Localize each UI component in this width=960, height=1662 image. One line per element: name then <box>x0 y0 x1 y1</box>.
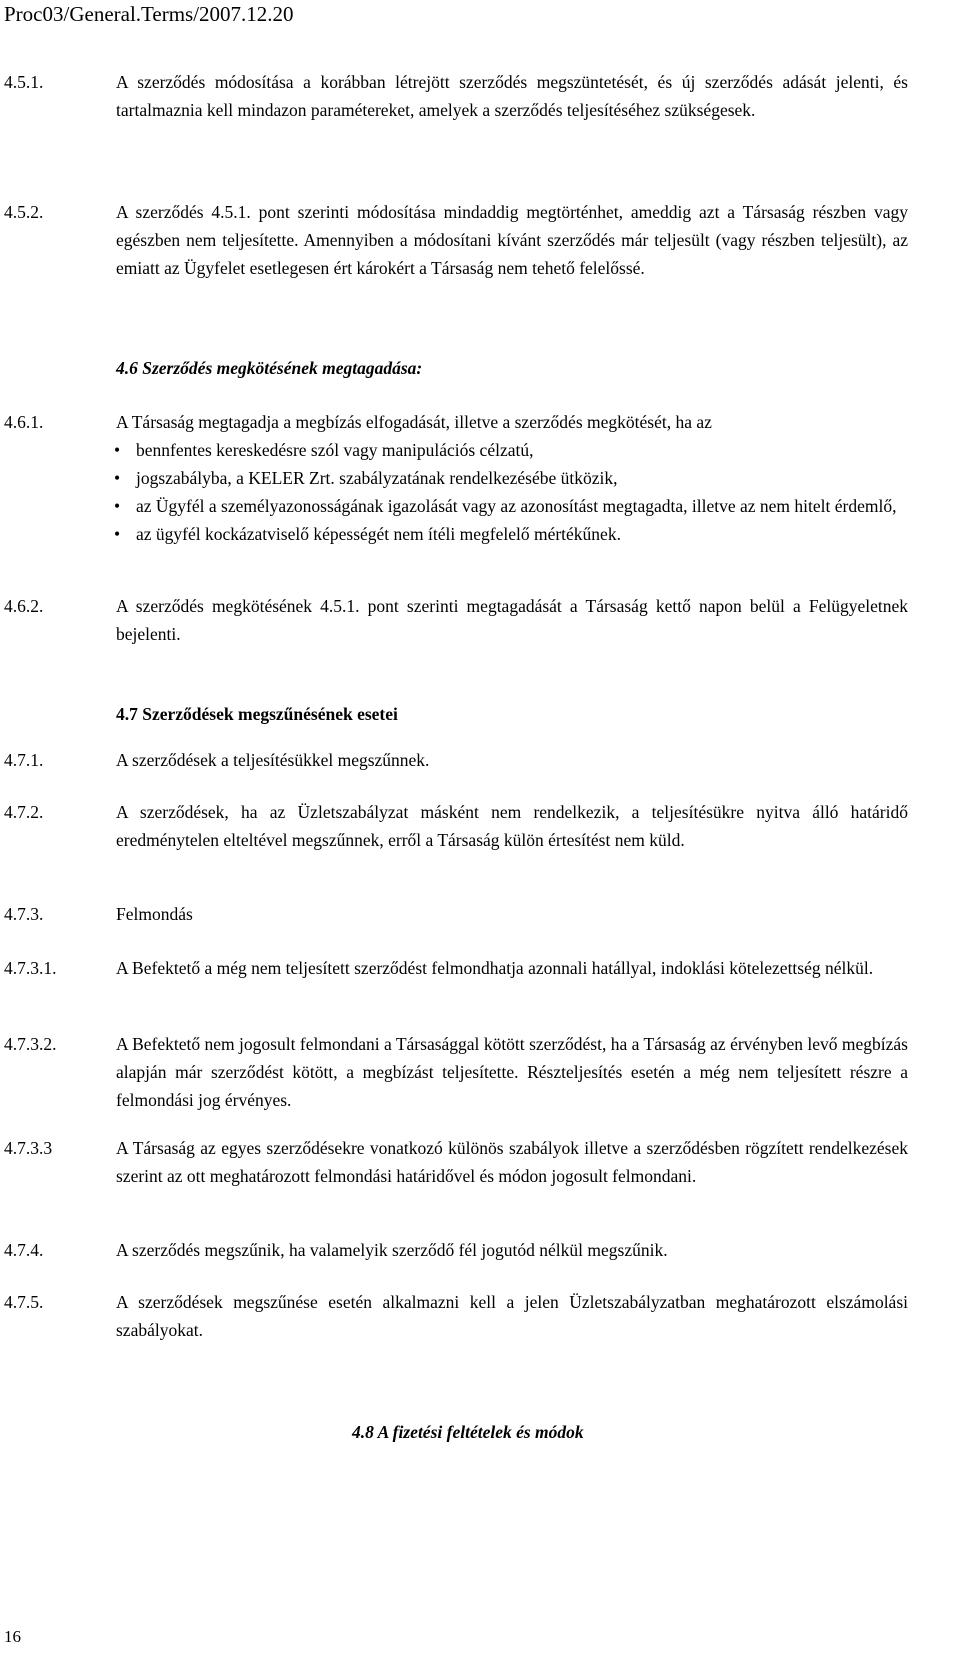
bullet-list <box>116 436 908 548</box>
section-number: 4.7.2. <box>4 802 44 822</box>
section-number: 4.6.1. <box>4 412 44 432</box>
section-4-5-2 <box>4 198 908 282</box>
section-text: A szerződés megszűnik, ha valamelyik szerződő fél jogutód nélkül megszűnik. <box>116 1240 668 1260</box>
section-text: A Társaság az egyes szerződésekre vonatkozó különös szabályok illetve a szerződésben rögzített rendelkezések szerint az ott meghatározott felmondási határidővel és módon jogosult felmondani. <box>116 1138 908 1186</box>
section-number: 4.7.3. <box>4 904 44 924</box>
section-number: 4.7.4. <box>4 1240 44 1260</box>
section-text: A szerződések, ha az Üzletszabályzat másként nem rendelkezik, a teljesítésükre nyitva álló határidő eredménytelen elteltével megszűnnek, erről a Társaság külön értesítést nem küld. <box>116 802 908 850</box>
list-item: • jogszabályba, a KELER Zrt. szabályzatának rendelkezésébe ütközik, <box>116 464 908 492</box>
section-text: A szerződés megkötésének 4.5.1. pont szerinti megtagadását a Társaság kettő napon belül a Felügyeletnek bejelenti. <box>116 596 908 644</box>
section-text: Felmondás <box>116 904 193 924</box>
section-4-7-3-3 <box>4 1134 908 1190</box>
section-text: A szerződés módosítása a korábban létrejött szerződés megszüntetését, és új szerződés adását jelenti, és tartalmaznia kell mindazon paramétereket, amelyek a szerződés teljesítéséhez szükségesek. <box>116 72 908 120</box>
heading-4-8: 4.8 A fizetési feltételek és módok <box>352 1422 584 1442</box>
section-number: 4.7.3.2. <box>4 1034 57 1054</box>
section-4-7-3 <box>4 900 908 928</box>
section-number: 4.7.3.3 <box>4 1138 53 1158</box>
heading-4-6: 4.6 Szerződés megkötésének megtagadása: <box>116 358 423 378</box>
list-item: • az ügyfél kockázatviselő képességét nem ítéli megfelelő mértékűnek. <box>116 520 908 548</box>
section-number: 4.5.2. <box>4 202 44 222</box>
list-item: • bennfentes kereskedésre szól vagy manipulációs célzatú, <box>116 436 908 464</box>
section-4-5-1 <box>4 68 908 124</box>
section-number: 4.6.2. <box>4 596 44 616</box>
bullet-icon: • <box>114 496 121 516</box>
section-text: A Társaság megtagadja a megbízás elfogadását, illetve a szerződés megkötését, ha az <box>116 412 712 432</box>
section-number: 4.7.1. <box>4 750 44 770</box>
section-4-7-4 <box>4 1236 908 1264</box>
section-number: 4.5.1. <box>4 72 44 92</box>
section-text: A Befektető a még nem teljesített szerződést felmondhatja azonnali hatállyal, indoklási kötelezettség nélkül. <box>116 958 874 978</box>
section-number: 4.7.5. <box>4 1292 44 1312</box>
bullet-icon: • <box>114 440 121 460</box>
section-number: 4.7.3.1. <box>4 958 57 978</box>
section-4-7-3-2 <box>4 1030 908 1114</box>
section-4-6-2 <box>4 592 908 648</box>
section-4-7-5 <box>4 1288 908 1344</box>
section-4-6-1 <box>4 408 908 548</box>
section-4-7-1 <box>4 746 908 774</box>
section-4-7-2 <box>4 798 908 854</box>
heading-4-7: 4.7 Szerződések megszűnésének esetei <box>116 704 398 724</box>
document-header: Proc03/General.Terms/2007.12.20 <box>4 2 294 26</box>
page-number: 16 <box>4 1627 21 1646</box>
section-text: A Befektető nem jogosult felmondani a Társasággal kötött szerződést, ha a Társaság az érvényben levő megbízás alapján már szerződést kötött, a megbízást teljesítette. Részteljesítés esetén a még nem teljesített részre a felmondási jog érvényes. <box>116 1034 908 1110</box>
section-text: A szerződések megszűnése esetén alkalmazni kell a jelen Üzletszabályzatban meghatározott elszámolási szabályokat. <box>116 1292 908 1340</box>
bullet-icon: • <box>114 524 121 544</box>
list-item: • az Ügyfél a személyazonosságának igazolását vagy az azonosítást megtagadta, illetve az nem hitelt érdemlő, <box>116 492 908 520</box>
bullet-icon: • <box>114 468 121 488</box>
section-text: A szerződés 4.5.1. pont szerinti módosítása mindaddig megtörténhet, ameddig azt a Társaság részben vagy egészben nem teljesítette. Amennyiben a módosítani kívánt szerződés már teljesült (vagy részben teljesült), az emiatt az Ügyfelet esetlegesen ért károkért a Társaság nem tehető felelőssé. <box>116 202 908 278</box>
section-text: A szerződések a teljesítésükkel megszűnnek. <box>116 750 430 770</box>
section-4-7-3-1 <box>4 954 908 982</box>
